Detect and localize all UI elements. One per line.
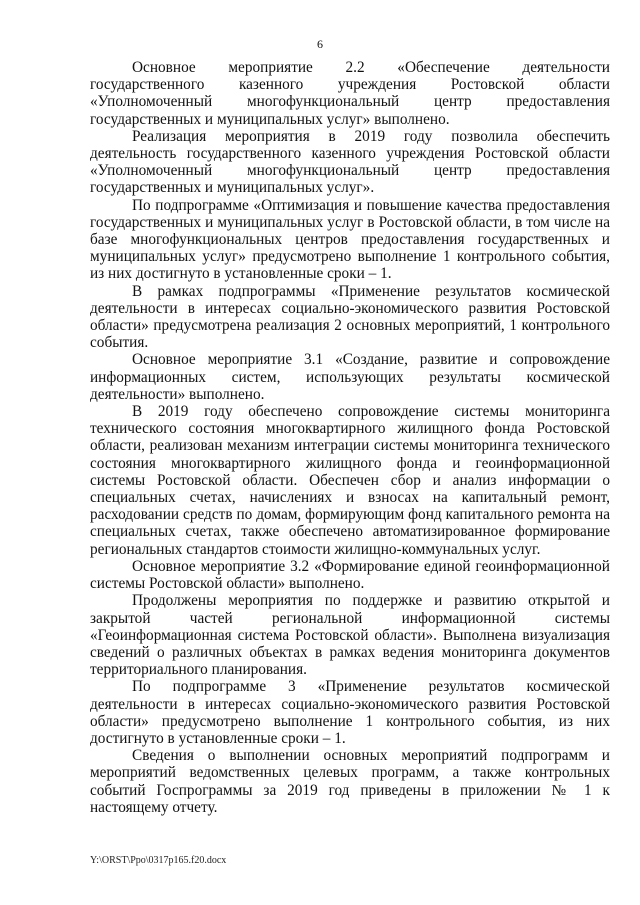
paragraph: В 2019 году обеспечено сопровождение системы мониторинга технического состояния многоквартирного жилищного фонда Ростовской области, реализован механизм интеграции системы мониторинга технического состояния многоквартирного жилищного фонда и геоинформационной системы Ростовской области. Обеспечен сбор и анализ информации о специальных счетах, начислениях и взносах на капитальный ремонт, расходовании средств по домам, формирующим фонд капитального ремонта на специальных счетах, также обеспечено автоматизированное формирование региональных стандартов стоимости жилищно-коммунальных услуг. (90, 403, 610, 558)
footer-file-path: Y:\ORST\Ppo\0317p165.f20.docx (90, 855, 227, 866)
paragraph: Продолжены мероприятия по поддержке и развитию открытой и закрытой частей региональной информационной системы «Геоинформационная система Ростовской области». Выполнена визуализация сведений о различных объектах в рамках ведения мониторинга документов территориального планирования. (90, 592, 610, 679)
paragraph: Сведения о выполнении основных мероприятий подпрограмм и мероприятий ведомственных целевых программ, а также контрольных событий Госпрограммы за 2019 год приведены в приложении № 1 к настоящему отчету. (90, 747, 610, 816)
paragraph: Основное мероприятие 2.2 «Обеспечение деятельности государственного казенного учреждения Ростовской области «Уполномоченный многофункциональный центр предоставления государственных и муниципальных услуг» выполнено. (90, 59, 610, 128)
document-body (90, 59, 610, 816)
paragraph: По подпрограмме «Оптимизация и повышение качества предоставления государственных и муниципальных услуг в Ростовской области, в том числе на базе многофункциональных центров предоставления государственных и муниципальных услуг» предусмотрено выполнение 1 контрольного события, из них достигнуто в установленные сроки – 1. (90, 196, 610, 283)
paragraph: В рамках подпрограммы «Применение результатов космической деятельности в интересах социально-экономического развития Ростовской области» предусмотрена реализация 2 основных мероприятий, 1 контрольного события. (90, 282, 610, 352)
paragraph: Основное мероприятие 3.2 «Формирование единой геоинформационной системы Ростовской области» выполнено. (90, 557, 610, 593)
page-number: 6 (317, 37, 323, 51)
paragraph: По подпрограмме 3 «Применение результатов космической деятельности в интересах социально-экономического развития Ростовской области» предусмотрено выполнение 1 контрольного события, из них достигнуто в установленные сроки – 1. (90, 678, 610, 747)
paragraph: Реализация мероприятия в 2019 году позволила обеспечить деятельность государственного казенного учреждения Ростовской области «Уполномоченный многофункциональный центр предоставления государственных и муниципальных услуг». (90, 127, 610, 197)
paragraph: Основное мероприятие 3.1 «Создание, развитие и сопровождение информационных систем, использующих результаты космической деятельности» выполнено. (90, 351, 610, 403)
